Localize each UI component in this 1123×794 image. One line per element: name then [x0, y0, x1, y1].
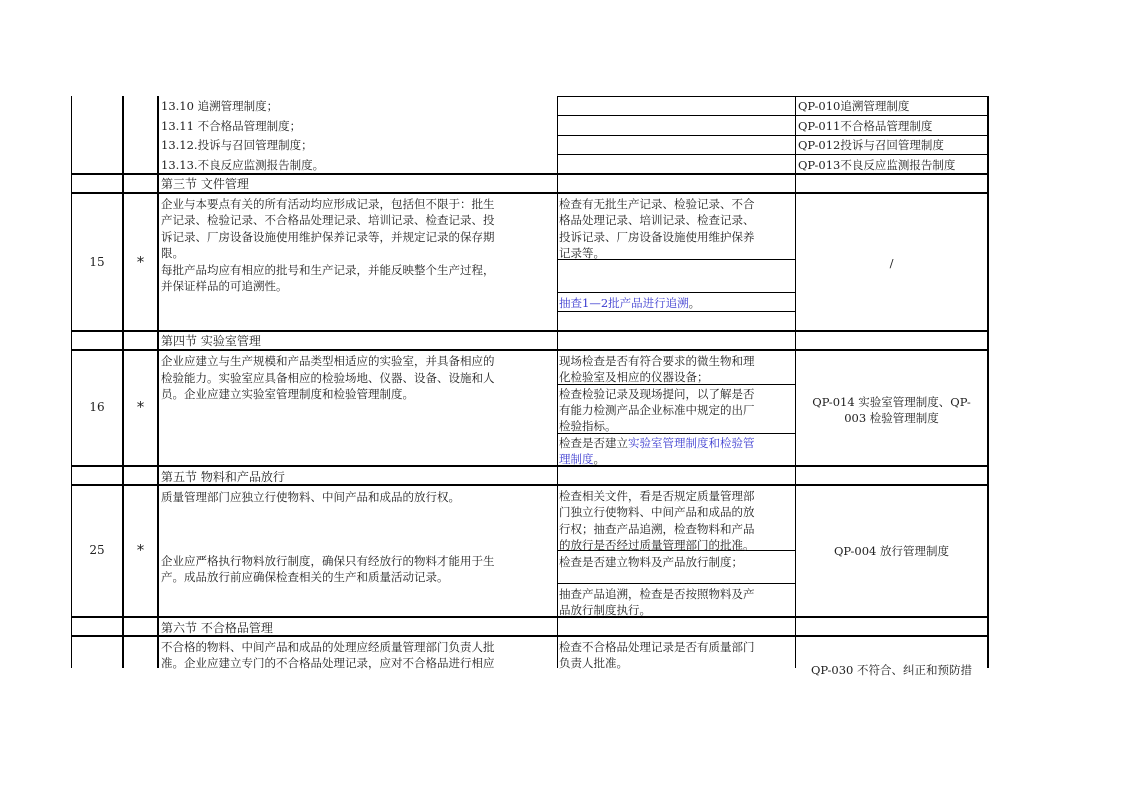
document-reference: QP-013不良反应监测报告制度: [798, 158, 956, 172]
check-line: 检查不合格品处理记录是否有质量部门: [559, 640, 755, 654]
check-line: 检验指标。: [559, 419, 617, 433]
check-link-text: 理制度: [559, 452, 594, 466]
check-line: 格品处理记录、培训记录、检查记录、: [559, 213, 755, 227]
check-line: 投诉记录、厂房设备设施使用维护保养: [559, 230, 755, 244]
grid-line: [557, 115, 988, 116]
check-line: 品放行制度执行。: [559, 603, 651, 617]
check-line: 负责人批准。: [559, 656, 628, 670]
check-prefix: 检查是否建立: [559, 436, 628, 450]
document-reference: QP-014 实验室管理制度、QP-: [812, 395, 971, 409]
check-trace: [559, 295, 795, 311]
document-reference: QP-011不合格品管理制度: [798, 119, 933, 133]
grid-line: [71, 96, 72, 668]
grid-line: [557, 583, 796, 584]
section-header: 第四节 实验室管理: [161, 334, 261, 348]
requirement-line: 限。: [161, 246, 184, 260]
requirement-item: 13.11 不合格品管理制度；: [161, 119, 302, 133]
check-line: 门独立行使物料、中间产品和成品的放: [559, 505, 755, 519]
check-trace-text: 1—2批产品进行追溯: [582, 296, 689, 310]
grid-line: [557, 292, 796, 293]
section-header: 第三节 文件管理: [161, 177, 249, 191]
item-number: 25: [89, 543, 105, 557]
check-line: 抽查产品追溯，检查是否按照物料及产: [559, 587, 755, 601]
requirement-item: 13.13.不良反应监测报告制度。: [161, 158, 325, 172]
requirement-line: 产记录、检验记录、不合格品处理记录、培训记录、检查记录、投: [161, 213, 495, 227]
check-link-text: 实验室管理制度和检验管: [628, 436, 755, 450]
requirement-line: 不合格的物料、中间产品和成品的处理应经质量管理部门负责人批: [161, 640, 495, 654]
grid-line: [557, 96, 988, 97]
section-header: 第六节 不合格品管理: [161, 621, 273, 635]
grid-line: [157, 96, 159, 668]
check-line: [559, 435, 795, 451]
grid-line: [71, 465, 988, 467]
requirement-line: 检验能力。实验室应具备相应的检验场地、仪器、设备、设施和人: [161, 371, 495, 385]
check-line: 检查有无批生产记录、检验记录、不合: [559, 197, 755, 211]
check-line: 有能力检测产品企业标准中规定的出厂: [559, 403, 755, 417]
requirement-line: 企业与本要点有关的所有活动均应形成记录，包括但不限于：批生: [161, 197, 495, 211]
grid-line: [71, 173, 988, 175]
check-line: 检查检验记录及现场提问，以了解是否: [559, 387, 755, 401]
check-line: 检查相关文件，看是否规定质量管理部: [559, 489, 755, 503]
check-line: 检查是否建立物料及产品放行制度；: [559, 555, 743, 569]
check-line: 的放行是否经过质量管理部门的批准。: [559, 538, 755, 552]
requirement-item: 13.12.投诉与召回管理制度；: [161, 138, 313, 152]
grid-line: [71, 349, 988, 351]
check-trace-end: 。: [688, 296, 701, 310]
grid-line: [122, 96, 124, 668]
requirement-line: 质量管理部门应独立行使物料、中间产品和成品的放行权。: [161, 490, 460, 504]
check-end: 。: [593, 452, 605, 466]
item-number: 16: [89, 400, 105, 414]
check-line: 记录等。: [559, 246, 605, 260]
document-reference: 003 检验管理制度: [844, 411, 939, 425]
check-line: 行权；抽查产品追溯，检查物料和产品: [559, 522, 755, 536]
key-item-mark: *: [136, 541, 145, 559]
check-line: 现场检查是否有符合要求的微生物和理: [559, 354, 755, 368]
document-reference: QP-010追溯管理制度: [798, 99, 910, 113]
requirement-line: 并保证样品的可追溯性。: [161, 279, 288, 293]
item-number: 15: [89, 255, 105, 269]
grid-line: [71, 616, 988, 618]
requirement-line: 企业应严格执行物料放行制度，确保只有经放行的物料才能用于生: [161, 554, 495, 568]
document-reference: /: [889, 256, 894, 270]
section-header: 第五节 物料和产品放行: [161, 470, 285, 484]
requirement-line: 员。企业应建立实验室管理制度和检验管理制度。: [161, 387, 414, 401]
requirement-line: 准。企业应建立专门的不合格品处理记录，应对不合格品进行相应: [161, 656, 495, 670]
requirement-line: 每批产品均应有相应的批号和生产记录，并能反映整个生产过程，: [161, 263, 495, 277]
document-reference: QP-004 放行管理制度: [833, 544, 950, 558]
grid-line: [987, 96, 989, 668]
requirement-line: 诉记录、厂房设备设施使用维护保养记录等，并规定记录的保存期: [161, 230, 495, 244]
grid-line: [71, 192, 988, 194]
grid-line: [557, 135, 988, 136]
grid-line: [557, 154, 988, 155]
requirement-line: 产。成品放行前应确保检查相关的生产和质量活动记录。: [161, 570, 449, 584]
document-reference: QP-030 不符合、纠正和预防措: [810, 663, 973, 677]
key-item-mark: *: [136, 398, 145, 416]
check-line: [559, 451, 795, 467]
requirement-line: 企业应建立与生产规模和产品类型相适应的实验室，并具备相应的: [161, 354, 495, 368]
grid-line: [71, 330, 988, 332]
key-item-mark: *: [136, 253, 145, 271]
check-line: 化检验室及相应的仪器设备；: [559, 370, 709, 384]
document-reference: QP-012投诉与召回管理制度: [798, 138, 944, 152]
check-trace-prefix: 抽查: [559, 296, 582, 310]
requirement-item: 13.10 追溯管理制度；: [161, 99, 279, 113]
